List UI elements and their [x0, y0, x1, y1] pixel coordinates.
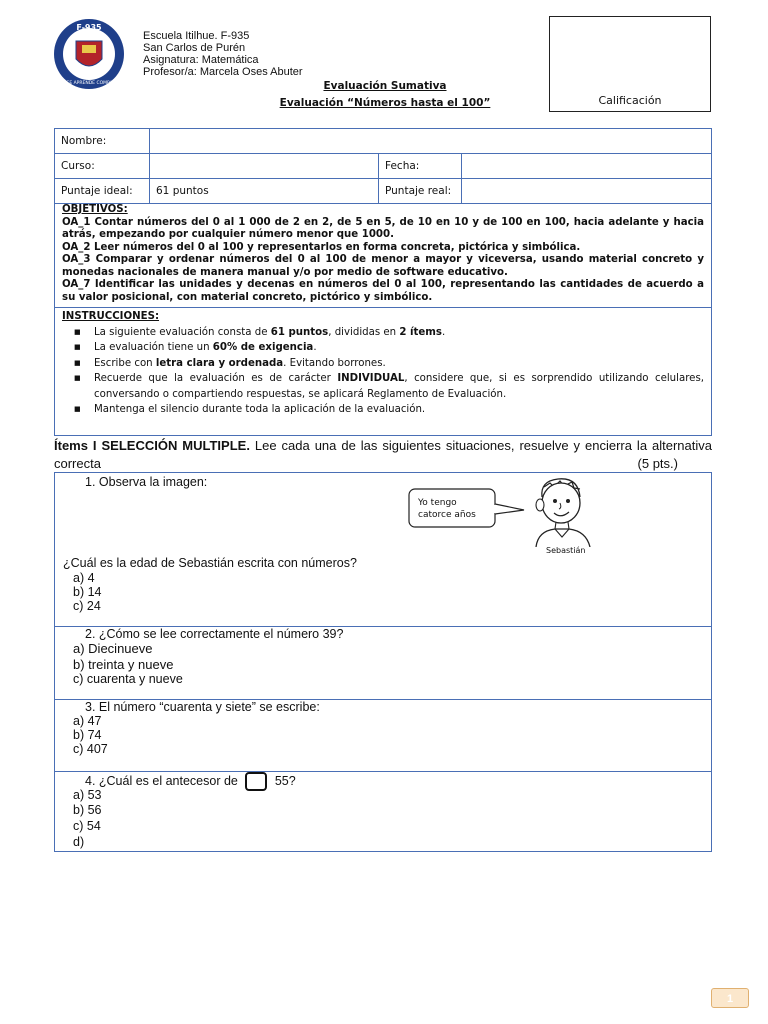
answer-option[interactable]: c) cuarenta y nueve — [73, 672, 183, 686]
instruction-item: ■ La evaluación tiene un 60% de exigencia. — [94, 340, 704, 356]
student-info-table — [54, 128, 712, 204]
document-subtitle: Evaluación “Números hasta el 100” — [279, 97, 491, 109]
boy-face-icon — [528, 475, 594, 547]
logo-ring-text: CRECE APRENDE COMPARTE — [57, 81, 121, 86]
answer-option[interactable]: b) 74 — [73, 728, 102, 742]
school-logo — [52, 17, 126, 91]
question-4-text: 4. ¿Cuál es el antecesor de 55? — [85, 772, 296, 791]
name-field[interactable] — [150, 129, 712, 154]
answer-option[interactable]: b) treinta y nueve — [73, 657, 174, 672]
school-line: Profesor/a: Marcela Oses Abuter — [143, 66, 303, 78]
instruction-item: ■ Mantenga el silencio durante toda la aplicación de la evaluación. — [94, 402, 704, 418]
question-4 — [54, 772, 712, 852]
items-heading — [54, 437, 712, 473]
question-1-text: ¿Cuál es la edad de Sebastián escrita con números? — [63, 556, 357, 570]
name-label: Nombre: — [55, 129, 150, 154]
document-title: Evaluación Sumativa — [323, 80, 447, 92]
document-titles — [240, 78, 530, 112]
date-label: Fecha: — [379, 154, 462, 179]
school-logo-icon — [52, 17, 126, 91]
school-info — [143, 30, 303, 78]
objective-item: OA_7 Identificar las unidades y decenas en números del 0 al 100, representando las cantidades de acuerdo a su valor posicional, con material concreto, pictórico y simbólico. — [62, 279, 704, 303]
instruction-item: ■ La siguiente evaluación consta de 61 puntos, divididas en 2 ítems. — [94, 325, 704, 341]
course-label: Curso: — [55, 154, 150, 179]
bubble-line-2: catorce años — [418, 510, 476, 520]
question-1 — [54, 472, 712, 627]
objectives-heading: OBJETIVOS: — [62, 204, 128, 215]
answer-option[interactable]: a) 47 — [73, 714, 102, 728]
answer-option[interactable]: a) 4 — [73, 571, 95, 585]
items-points: (5 pts.) — [637, 456, 678, 471]
answer-option[interactable]: c) 407 — [73, 742, 108, 756]
school-line: Asignatura: Matemática — [143, 54, 259, 66]
grade-label: Calificación — [598, 94, 662, 107]
answer-option[interactable]: a) Diecinueve — [73, 641, 153, 656]
ideal-score-value: 61 puntos — [150, 179, 379, 204]
objective-item: OA_1 Contar números del 0 al 1 000 de 2 en 2, de 5 en 5, de 10 en 10 y de 100 en 100, hacia adelante y hacia atrás, empezando por cualquier número menor que 1000. — [62, 216, 704, 240]
school-line: Escuela Itilhue. F-935 — [143, 30, 250, 42]
question-1-prompt: 1. Observa la imagen: — [85, 475, 208, 489]
instruction-item: ■ Recuerde que la evaluación es de carácter INDIVIDUAL, considere que, si es sorprendido utilizando celulares, conversando o compartiendo respuestas, se aplicará Reglamento de Evaluación. — [94, 371, 704, 402]
question-2-text: 2. ¿Cómo se lee correctamente el número 39? — [85, 627, 344, 641]
answer-box[interactable] — [245, 772, 267, 791]
page-number: 1 — [711, 988, 749, 1008]
logo-top-text: F-935 — [76, 23, 102, 32]
answer-option[interactable]: b) 56 — [73, 803, 102, 817]
instructions-section — [54, 308, 712, 436]
ideal-score-label: Puntaje ideal: — [55, 179, 150, 204]
instructions-list — [62, 325, 704, 418]
answer-option[interactable]: d) — [73, 835, 85, 849]
answer-option[interactable]: b) 14 — [73, 585, 102, 599]
date-field[interactable] — [462, 154, 712, 179]
answer-option[interactable]: a) 53 — [73, 788, 102, 802]
speech-bubble — [408, 488, 494, 528]
items-heading-title: Ítems I SELECCIÓN MULTIPLE. — [54, 438, 250, 453]
instruction-item: ■ Escribe con letra clara y ordenada. Evitando borrones. — [94, 356, 704, 372]
grade-box[interactable] — [549, 16, 711, 112]
course-field[interactable] — [150, 154, 379, 179]
instructions-heading: INSTRUCCIONES: — [62, 311, 160, 322]
objective-item: OA_2 Leer números del 0 al 100 y representarlos en forma concreta, pictórica y simbólica. — [62, 241, 581, 253]
items-heading-text: Lee cada una de las siguientes situaciones, resuelve y encierra la alternativa correcta — [54, 438, 712, 471]
objective-item: OA_3 Comparar y ordenar números del 0 al 100 de menor a mayor y viceversa, usando material concreto y monedas nacionales de manera manual y/o por medio de software educativo. — [62, 254, 704, 278]
question-3-text: 3. El número “cuarenta y siete” se escribe: — [85, 700, 320, 714]
question-3 — [54, 700, 712, 772]
boy-illustration — [528, 475, 594, 547]
answer-option[interactable]: c) 24 — [73, 599, 101, 613]
real-score-label: Puntaje real: — [379, 179, 462, 204]
objectives-section — [54, 202, 712, 308]
character-name: Sebastián — [546, 546, 586, 555]
answer-option[interactable]: c) 54 — [73, 819, 101, 833]
bubble-line-1: Yo tengo — [418, 498, 457, 508]
school-line: San Carlos de Purén — [143, 42, 246, 54]
real-score-field[interactable] — [462, 179, 712, 204]
question-2 — [54, 627, 712, 700]
